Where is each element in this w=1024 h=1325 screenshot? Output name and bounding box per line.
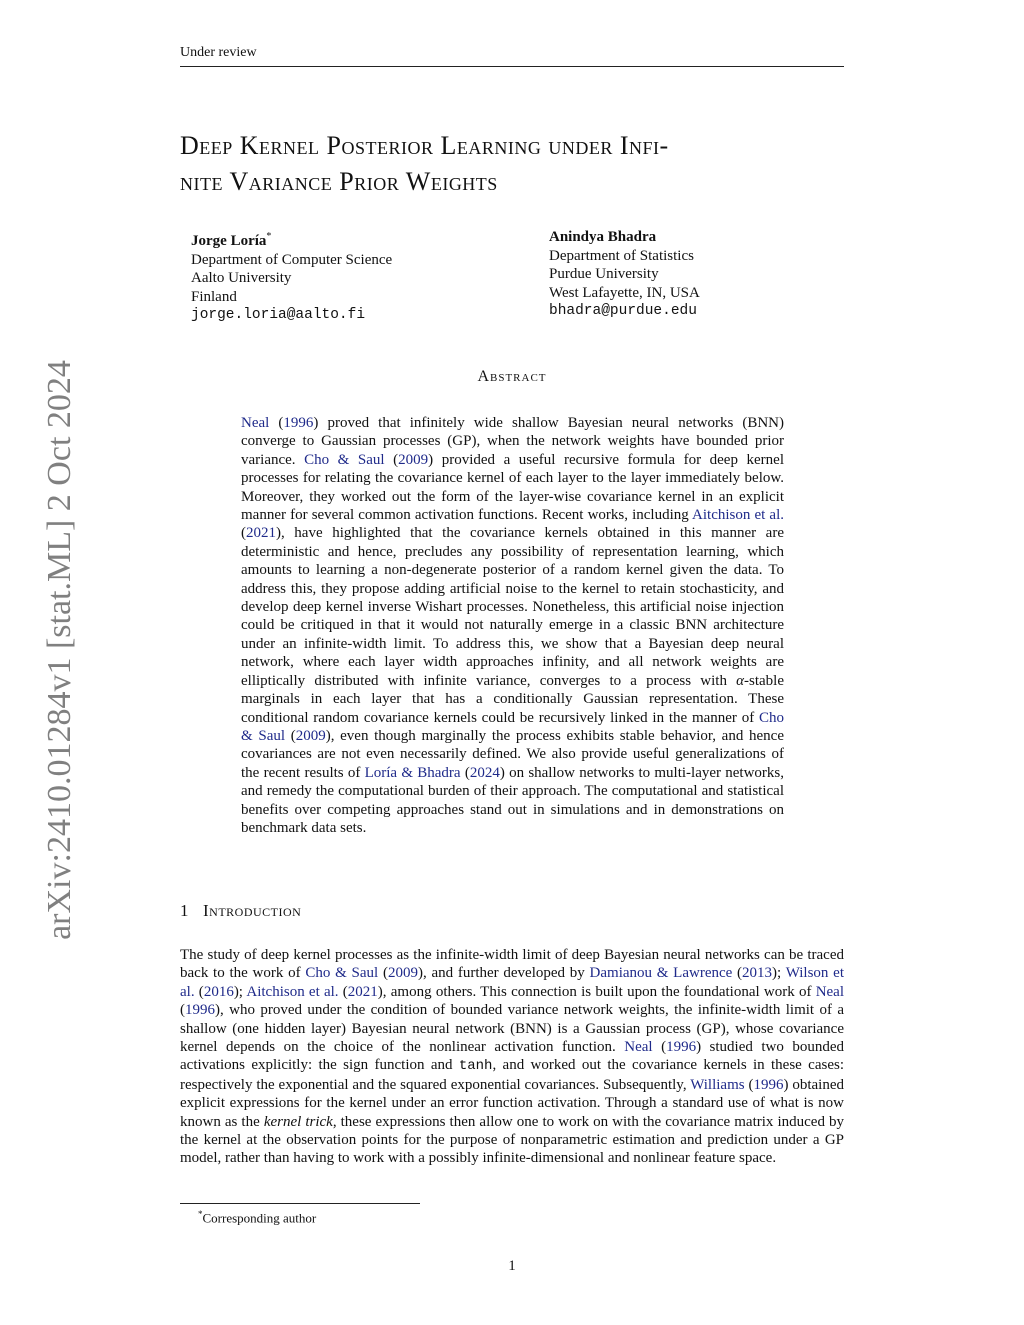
- footnote-rule: [180, 1203, 420, 1204]
- citation-link[interactable]: Neal: [624, 1039, 653, 1056]
- footnote-marker: *: [266, 231, 272, 242]
- citation-link[interactable]: 2013: [742, 965, 773, 982]
- inline-code: tanh: [458, 1058, 493, 1075]
- author-location: West Lafayette, IN, USA: [549, 284, 700, 301]
- author-department: Department of Computer Science: [191, 251, 393, 268]
- author-name: Anindya Bhadra: [549, 229, 657, 245]
- emphasis: kernel trick: [263, 1113, 333, 1130]
- citation-link[interactable]: 2021: [347, 983, 378, 1000]
- footnote-marker: *: [198, 1209, 203, 1219]
- author-block-2: [549, 228, 700, 321]
- author-university: Aalto University: [191, 270, 292, 286]
- citation-link[interactable]: 2009: [398, 451, 429, 468]
- page-number: 1: [508, 1258, 516, 1274]
- section-title: Introduction: [203, 901, 302, 920]
- introduction-text: The study of deep kernel processes as the infinite-width limit of deep Bayesian neural networks can be traced back to the work of Cho & Saul (2009), and further developed by Damianou & Lawrence (2013); Wilson et al. (2016); Aitchison et al. (2021), among others. This connection is built upon the foundational work of Neal (1996), who proved under the condition of bounded variance network weights, the infinite-width limit of a shallow (one hidden layer) Bayesian neural network (BNN) is a Gaussian process (GP), whose covariance kernel depends on the choice of the nonlinear activation function. Neal (1996) studied two bounded activations explicitly: the sign function and tanh, and worked out the covariance kernels in these cases: respectively the exponential and the squared exponential covariances. Subsequently, Williams (1996) obtained explicit expressions for the kernel under an error function activation. Through a standard use of what is now known as the kernel trick, these expressions then allow one to work on with the covariance matrix induced by the kernel at the observation points for the purpose of nonparametric estimation and prediction under a GP model, rather than having to work with a possibly infinite-dimensional and nonlinear feature space.: [180, 947, 845, 1167]
- math-symbol: α: [736, 672, 745, 689]
- author-location: Finland: [191, 288, 237, 305]
- section-heading-introduction: [180, 901, 301, 921]
- citation-link[interactable]: Neal: [815, 983, 845, 1000]
- footnote-text: Corresponding author: [202, 1210, 317, 1226]
- citation-link[interactable]: Williams: [690, 1076, 745, 1093]
- citation-link[interactable]: 1996: [753, 1076, 784, 1093]
- author-email[interactable]: jorge.loria@aalto.fi: [191, 307, 366, 323]
- title-line-2: nite Variance Prior Weights: [180, 167, 498, 196]
- citation-link[interactable]: Aitchison et al.: [246, 983, 339, 1000]
- citation-link[interactable]: 1996: [666, 1039, 697, 1056]
- citation-link[interactable]: Wilson et al.: [180, 965, 844, 1000]
- author-university: Purdue University: [549, 266, 659, 282]
- header-rule: [180, 66, 844, 67]
- citation-link[interactable]: Damianou & Lawrence: [589, 965, 733, 982]
- running-header: Under review: [180, 45, 257, 60]
- citation-link[interactable]: Aitchison et al.: [692, 507, 784, 524]
- author-name: Jorge Loría: [191, 233, 267, 249]
- citation-link[interactable]: 2016: [203, 983, 234, 1000]
- section-number: 1: [180, 901, 189, 920]
- citation-link[interactable]: 1996: [283, 415, 314, 431]
- author-block-1: [191, 228, 392, 325]
- citation-link[interactable]: Cho & Saul: [241, 709, 784, 744]
- citation-link[interactable]: 1996: [185, 1002, 215, 1019]
- citation-link[interactable]: Cho & Saul: [304, 451, 385, 468]
- abstract-heading: Abstract: [477, 368, 547, 385]
- abstract-text: Neal (1996) proved that infinitely wide shallow Bayesian neural networks (BNN) converge to Gaussian processes (GP), when the network weights have bounded prior variance. Cho & Saul (2009) provided a useful recursive formula for deep kernel processes for relating the covariance kernel of each layer to the layer immediately below. Moreover, they worked out the form of the layer-wise covariance kernel in an explicit manner for several common activation functions. Recent works, including Aitchison et al. (2021), have highlighted that the covariance kernels obtained in this manner are deterministic and hence, precludes any possibility of representation learning, which amounts to learning a non-degenerate posterior of a random kernel given the data. To address this, they propose adding artificial noise to the kernel to retain stochasticity, and develop deep kernel inverse Wishart processes. Nonetheless, this artificial noise injection could be critiqued in that it would not naturally emerge in a classic BNN architecture under an infinite-width limit. To address this, we show that a Bayesian deep neural network, where each layer width approaches infinity, and all network weights are elliptically distributed with infinite variance, converges to a process with α-stable marginals in each layer that has a conditionally Gaussian representation. These conditional random covariance kernels could be recursively linked in the manner of Cho & Saul (2009), even though marginally the process exhibits stable behavior, and hence covariances are not even necessarily defined. We also provide useful generalizations of the recent results of Loría & Bhadra (2024) on shallow networks to multi-layer networks, and remedy the computational burden of their approach. The computational and statistical benefits over competing approaches stand out in simulations and in demonstrations on benchmark data sets.: [241, 415, 785, 836]
- citation-link[interactable]: 2024: [469, 764, 500, 781]
- arxiv-identifier: arXiv:2410.01284v1 [stat.ML] 2 Oct 2024: [41, 360, 78, 940]
- paper-title: [180, 128, 844, 200]
- citation-link[interactable]: 2009: [295, 727, 326, 744]
- author-department: Department of Statistics: [549, 247, 694, 264]
- footnote: [198, 1209, 316, 1226]
- citation-link[interactable]: Loría & Bhadra: [364, 764, 461, 781]
- citation-link[interactable]: 2009: [387, 965, 418, 982]
- citation-link[interactable]: 2021: [246, 525, 276, 542]
- citation-link[interactable]: Cho & Saul: [305, 965, 379, 982]
- title-line-1: Deep Kernel Posterior Learning under Infi-: [180, 131, 669, 160]
- citation-link[interactable]: Neal: [241, 415, 270, 431]
- author-email[interactable]: bhadra@purdue.edu: [549, 303, 697, 319]
